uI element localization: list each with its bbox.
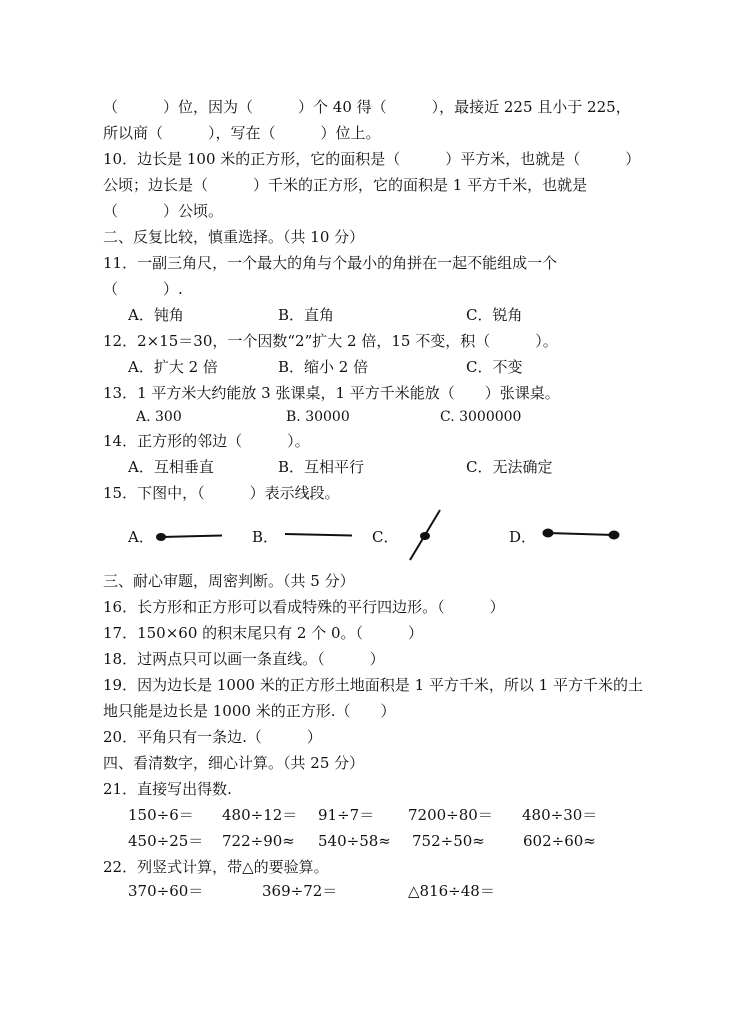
q15-label-a: A． bbox=[128, 528, 154, 546]
q21-stem: 21．直接写出得数. bbox=[103, 780, 232, 798]
q15-figure-b-line bbox=[282, 522, 356, 552]
q21-row2-item: 602÷60≈ bbox=[523, 832, 596, 850]
q15-figure-c-ray bbox=[402, 506, 446, 562]
q10-line1: 10．边长是 100 米的正方形，它的面积是（ ）平方米，也就是（ ） bbox=[103, 150, 641, 168]
q21-row1-item: 150÷6＝ bbox=[128, 806, 194, 824]
q21-row1-item: 7200÷80＝ bbox=[408, 806, 493, 824]
q9-line1: （ ）位，因为（ ）个 40 得（ ），最接近 225 且小于 225， bbox=[103, 98, 631, 116]
q15-figure-a-ray bbox=[152, 522, 228, 552]
q19-line1: 19．因为边长是 1000 米的正方形土地面积是 1 平方千米，所以 1 平方千米的土 bbox=[103, 676, 643, 694]
q14-option-b: B．互相平行 bbox=[278, 458, 365, 476]
q21-row1-item: 91÷7＝ bbox=[318, 806, 375, 824]
q11-stem-line2: （ ）. bbox=[103, 280, 183, 298]
q13-stem: 13．1 平方米大约能放 3 张课桌，1 平方千米能放（ ）张课桌。 bbox=[103, 384, 560, 402]
q17: 17．150×60 的积末尾只有 2 个 0。（ ） bbox=[103, 624, 424, 642]
q21-row2-item: 450÷25＝ bbox=[128, 832, 204, 850]
q13-option-b: B. 30000 bbox=[286, 409, 350, 425]
q21-row2-item: 752÷50≈ bbox=[412, 832, 485, 850]
q22-item: 370÷60＝ bbox=[128, 882, 204, 900]
q20: 20．平角只有一条边.（ ） bbox=[103, 728, 322, 746]
q15-figure-d-segment bbox=[538, 520, 624, 550]
q11-option-b: B．直角 bbox=[278, 306, 335, 324]
q14-stem: 14．正方形的邻边（ ）。 bbox=[103, 432, 310, 450]
q13-option-c: C. 3000000 bbox=[440, 409, 522, 425]
q12-option-b: B．缩小 2 倍 bbox=[278, 358, 369, 376]
q22-item: 369÷72＝ bbox=[262, 882, 338, 900]
q15-stem: 15．下图中，（ ）表示线段。 bbox=[103, 484, 340, 502]
q14-option-a: A．互相垂直 bbox=[128, 458, 214, 476]
q14-option-c: C．无法确定 bbox=[466, 458, 553, 476]
q16: 16．长方形和正方形可以看成特殊的平行四边形。（ ） bbox=[103, 598, 505, 616]
q11-option-c: C．锐角 bbox=[466, 306, 523, 324]
q19-line2: 地只能是边长是 1000 米的正方形.（ ） bbox=[103, 702, 396, 720]
q21-row2-item: 540÷58≈ bbox=[318, 832, 391, 850]
q10-line3: （ ）公顷。 bbox=[103, 202, 224, 220]
section2-title: 二、反复比较，慎重选择。（共 10 分） bbox=[103, 228, 365, 246]
q11-stem-line1: 11．一副三角尺，一个最大的角与个最小的角拼在一起不能组成一个 bbox=[103, 254, 558, 272]
q22-item: △816÷48＝ bbox=[408, 882, 495, 900]
q15-label-c: C． bbox=[372, 528, 399, 546]
q11-option-a: A．钝角 bbox=[128, 306, 184, 324]
q21-row2-item: 722÷90≈ bbox=[222, 832, 295, 850]
q21-row1-item: 480÷12＝ bbox=[222, 806, 298, 824]
q22-stem: 22．列竖式计算，带△的要验算。 bbox=[103, 858, 329, 876]
q9-line2: 所以商（ ），写在（ ）位上。 bbox=[103, 124, 381, 142]
section4-title: 四、看清数字，细心计算。（共 25 分） bbox=[103, 754, 365, 772]
q15-label-b: B． bbox=[252, 528, 279, 546]
q12-option-a: A．扩大 2 倍 bbox=[128, 358, 218, 376]
q15-label-d: D． bbox=[509, 528, 537, 546]
section3-title: 三、耐心审题，周密判断。（共 5 分） bbox=[103, 572, 355, 590]
q21-row1-item: 480÷30＝ bbox=[522, 806, 598, 824]
q18: 18．过两点只可以画一条直线。（ ） bbox=[103, 650, 385, 668]
q13-option-a: A. 300 bbox=[136, 409, 182, 425]
q12-stem: 12．2×15＝30，一个因数“2”扩大 2 倍，15 不变，积（ ）。 bbox=[103, 332, 558, 350]
q10-line2: 公顷；边长是（ ）千米的正方形，它的面积是 1 平方千米，也就是 bbox=[103, 176, 588, 194]
q12-option-c: C．不变 bbox=[466, 358, 523, 376]
